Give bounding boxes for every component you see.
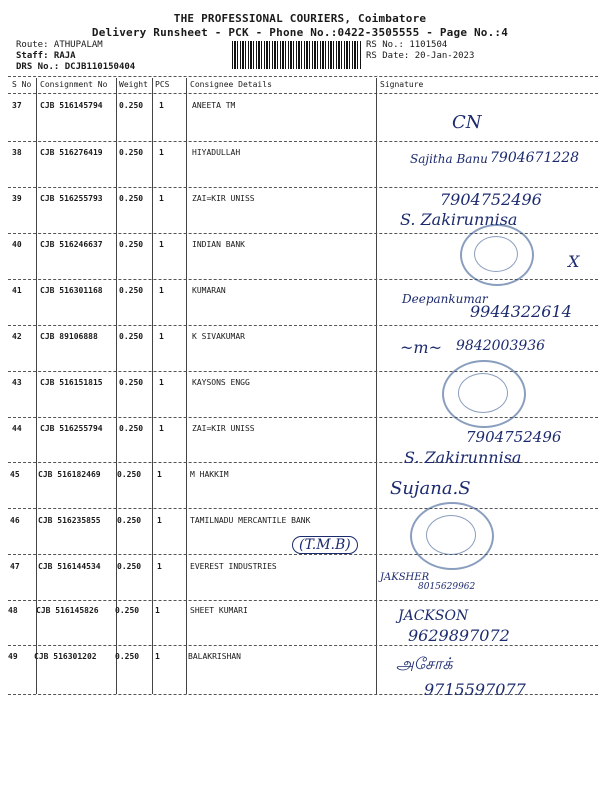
row-consignee: EVEREST INDUSTRIES bbox=[190, 562, 277, 571]
row-weight: 0.250 bbox=[115, 606, 140, 615]
signature-41-name: Deepankumar bbox=[402, 292, 488, 306]
row-weight: 0.250 bbox=[117, 470, 142, 479]
signature-44-sig: S. Zakirunnisa bbox=[404, 448, 522, 467]
row-consignee: ZAI=KIR UNISS bbox=[192, 194, 255, 203]
col-divider bbox=[186, 78, 187, 694]
row-consignment: CJB 516301168 bbox=[40, 286, 103, 295]
row-rule bbox=[8, 554, 598, 555]
row-sno: 38 bbox=[12, 148, 22, 157]
row-sno: 49 bbox=[8, 652, 18, 661]
row-sno: 48 bbox=[8, 606, 18, 615]
route-label: Route: ATHUPALAM bbox=[16, 40, 103, 50]
row-weight: 0.250 bbox=[119, 148, 144, 157]
row-pcs: 1 bbox=[159, 101, 164, 110]
col-divider bbox=[152, 78, 153, 694]
signature-46-note: (T.M.B) bbox=[292, 536, 358, 554]
row-weight: 0.250 bbox=[119, 378, 144, 387]
row-consignee: TAMILNADU MERCANTILE BANK bbox=[190, 516, 311, 525]
row-weight: 0.250 bbox=[117, 516, 142, 525]
row-rule bbox=[8, 325, 598, 326]
row-rule bbox=[8, 600, 598, 601]
row-consignment: CJB 516145794 bbox=[40, 101, 103, 110]
row-weight: 0.250 bbox=[119, 194, 144, 203]
row-consignee: SHEET KUMARI bbox=[190, 606, 248, 615]
row-sno: 39 bbox=[12, 194, 22, 203]
row-sno: 42 bbox=[12, 332, 22, 341]
signature-39-phone: 7904752496 bbox=[440, 190, 542, 209]
signature-45-sig: Sujana.S bbox=[390, 478, 471, 499]
row-consignment: CJB 516144534 bbox=[38, 562, 101, 571]
row-consignment: CJB 516255793 bbox=[40, 194, 103, 203]
row-pcs: 1 bbox=[159, 194, 164, 203]
signature-47-phone: 8015629962 bbox=[418, 582, 476, 592]
row-consignee: BALAKRISHAN bbox=[188, 652, 241, 661]
row-weight: 0.250 bbox=[119, 286, 144, 295]
drs-number: DRS No.: DCJB110150404 bbox=[16, 62, 136, 72]
row-weight: 0.250 bbox=[115, 652, 140, 661]
row-rule bbox=[8, 508, 598, 509]
row-rule bbox=[8, 187, 598, 188]
col-sno: S No bbox=[12, 80, 32, 89]
signature-44-phone: 7904752496 bbox=[466, 428, 562, 446]
col-pcs: PCS bbox=[155, 80, 170, 89]
row-sno: 41 bbox=[12, 286, 22, 295]
row-pcs: 1 bbox=[159, 148, 164, 157]
runsheet-title: Delivery Runsheet - PCK - Phone No.:0422-3505555 - Page No.:4 bbox=[91, 26, 509, 39]
bank-stamp bbox=[460, 224, 534, 286]
row-rule bbox=[8, 141, 598, 142]
row-consignment: CJB 516235855 bbox=[38, 516, 101, 525]
row-consignee: ANEETA TM bbox=[192, 101, 236, 110]
col-consignee: Consignee Details bbox=[190, 80, 272, 89]
row-consignee: M HAKKIM bbox=[190, 470, 229, 479]
signature-49-phone: 9715597077 bbox=[424, 680, 526, 699]
row-weight: 0.250 bbox=[119, 332, 144, 341]
rs-date: RS Date: 20-Jan-2023 bbox=[366, 51, 475, 61]
row-weight: 0.250 bbox=[119, 240, 144, 249]
row-weight: 0.250 bbox=[119, 101, 144, 110]
row-pcs: 1 bbox=[157, 516, 162, 525]
row-pcs: 1 bbox=[159, 424, 164, 433]
signature-41-phone: 9944322614 bbox=[470, 302, 572, 321]
header-bottom-rule bbox=[8, 93, 598, 94]
row-sno: 45 bbox=[10, 470, 20, 479]
company-title: THE PROFESSIONAL COURIERS, Coimbatore bbox=[173, 12, 427, 25]
row-pcs: 1 bbox=[159, 332, 164, 341]
row-sno: 46 bbox=[10, 516, 20, 525]
col-divider bbox=[36, 78, 37, 694]
signature-42-scribble: ~m~ bbox=[400, 338, 442, 357]
row-sno: 40 bbox=[12, 240, 22, 249]
signature-38-phone: 7904671228 bbox=[490, 150, 580, 166]
signature-47-name: JAKSHER bbox=[380, 572, 430, 583]
row-consignment: CJB 516246637 bbox=[40, 240, 103, 249]
row-pcs: 1 bbox=[159, 240, 164, 249]
signature-39-sig: S. Zakirunnisa bbox=[400, 210, 518, 229]
row-consignee: K SIVAKUMAR bbox=[192, 332, 245, 341]
barcode-image bbox=[232, 41, 362, 69]
row-pcs: 1 bbox=[155, 652, 160, 661]
staff-label: Staff: RAJA bbox=[16, 51, 76, 61]
row-consignee: KUMARAN bbox=[192, 286, 226, 295]
row-consignment: CJB 516182469 bbox=[38, 470, 101, 479]
col-divider bbox=[376, 78, 377, 694]
row-consignment: CJB 516301202 bbox=[34, 652, 97, 661]
row-sno: 47 bbox=[10, 562, 20, 571]
row-sno: 44 bbox=[12, 424, 22, 433]
tmb-stamp bbox=[410, 502, 494, 570]
row-pcs: 1 bbox=[159, 286, 164, 295]
row-pcs: 1 bbox=[155, 606, 160, 615]
row-weight: 0.250 bbox=[119, 424, 144, 433]
row-pcs: 1 bbox=[157, 470, 162, 479]
signature-48-name: JACKSON bbox=[398, 608, 469, 624]
signature-48-phone: 9629897072 bbox=[408, 626, 510, 645]
header-top-rule bbox=[8, 76, 598, 77]
signature-38-name: Sajitha Banu bbox=[410, 152, 488, 166]
col-weight: Weight bbox=[119, 80, 148, 89]
signature-37: CN bbox=[452, 112, 482, 133]
col-divider bbox=[116, 78, 117, 694]
row-consignee: INDIAN BANK bbox=[192, 240, 245, 249]
row-consignment: CJB 516276419 bbox=[40, 148, 103, 157]
row-consignment: CJB 89106888 bbox=[40, 332, 98, 341]
col-signature: Signature bbox=[380, 80, 424, 89]
company-stamp bbox=[442, 360, 526, 428]
row-consignee: HIYADULLAH bbox=[192, 148, 241, 157]
col-consignment: Consignment No bbox=[40, 80, 108, 89]
signature-49-name: அசோக் bbox=[396, 654, 453, 673]
row-sno: 37 bbox=[12, 101, 22, 110]
signature-42-phone: 9842003936 bbox=[456, 338, 546, 354]
row-pcs: 1 bbox=[157, 562, 162, 571]
row-rule bbox=[8, 645, 598, 646]
row-consignee: ZAI=KIR UNISS bbox=[192, 424, 255, 433]
row-weight: 0.250 bbox=[117, 562, 142, 571]
rs-number: RS No.: 1101504 bbox=[366, 40, 448, 50]
signature-40-mark: X bbox=[568, 252, 580, 271]
row-sno: 43 bbox=[12, 378, 22, 387]
row-consignee: KAYSONS ENGG bbox=[192, 378, 250, 387]
row-consignment: CJB 516255794 bbox=[40, 424, 103, 433]
row-consignment: CJB 516151815 bbox=[40, 378, 103, 387]
row-pcs: 1 bbox=[159, 378, 164, 387]
row-consignment: CJB 516145826 bbox=[36, 606, 99, 615]
